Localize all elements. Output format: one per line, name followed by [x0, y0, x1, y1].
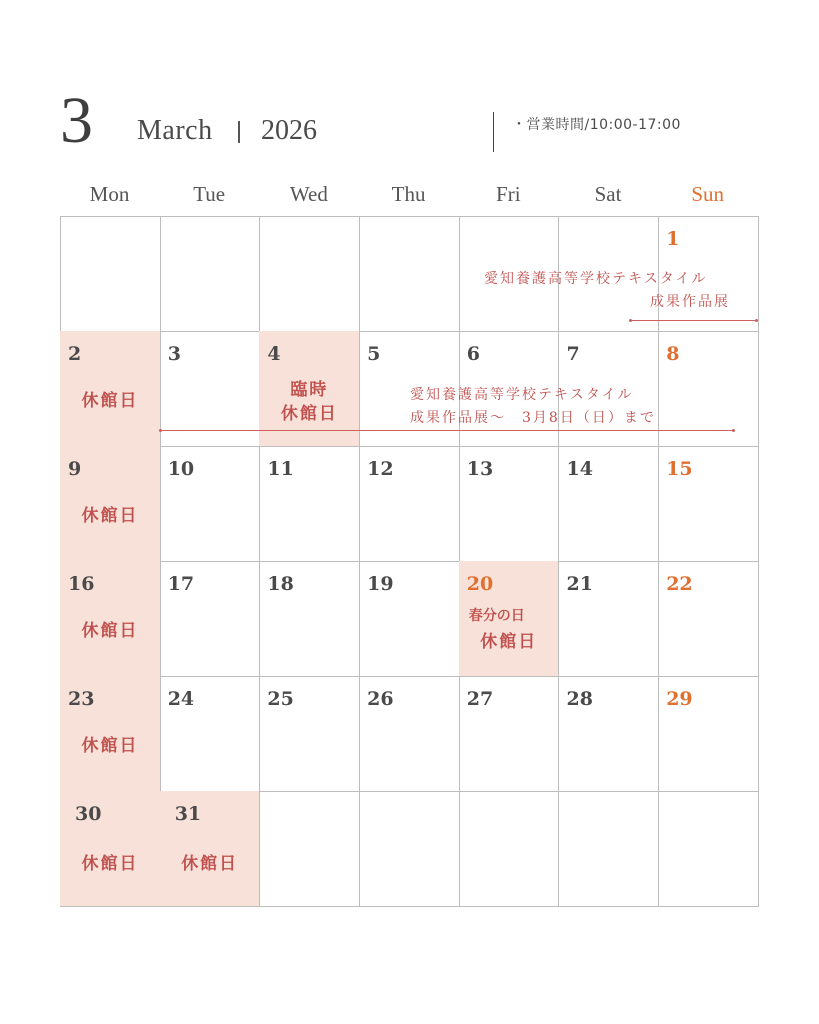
day-cell-25[interactable] — [259, 676, 360, 792]
day-cell-16[interactable] — [60, 561, 161, 677]
day-cell-23[interactable] — [60, 676, 161, 792]
event-week2-line1: 愛知養護高等学校テキスタイル — [410, 387, 634, 403]
weekday-thu: Thu — [391, 182, 426, 206]
closed-label: 休館日 — [81, 854, 139, 874]
closed-label: 休館日 — [81, 391, 139, 411]
day-number: 15 — [666, 458, 693, 480]
day-number: 28 — [566, 688, 593, 710]
closed-label: 休館日 — [480, 632, 538, 652]
day-cell-24[interactable] — [160, 676, 261, 792]
closed-label: 休館日 — [280, 404, 338, 424]
month-name: March — [137, 115, 213, 146]
day-number: 20 — [466, 573, 494, 595]
event-week1-line2: 成果作品展 — [650, 294, 730, 310]
day-cell-20[interactable] — [459, 561, 560, 677]
day-number: 22 — [666, 573, 693, 595]
day-cell-26[interactable] — [359, 676, 460, 792]
day-number: 29 — [666, 688, 693, 710]
empty-cell — [259, 791, 360, 907]
day-number: 26 — [367, 688, 394, 710]
day-cell-31[interactable] — [160, 791, 261, 907]
day-number: 13 — [466, 458, 494, 480]
day-number: 16 — [68, 573, 95, 595]
empty-cell — [658, 791, 759, 907]
day-number: 12 — [367, 458, 394, 480]
day-number: 14 — [566, 458, 593, 480]
day-cell-13[interactable] — [459, 446, 560, 562]
day-cell-12[interactable] — [359, 446, 460, 562]
day-number: 7 — [566, 343, 580, 365]
weekday-tue: Tue — [193, 182, 226, 206]
day-number: 5 — [367, 343, 381, 365]
day-cell-14[interactable] — [559, 446, 660, 562]
day-number: 18 — [267, 573, 294, 595]
empty-cell — [359, 791, 460, 907]
empty-cell — [259, 216, 360, 332]
event-week1-line1: 愛知養護高等学校テキスタイル — [484, 271, 708, 287]
day-number: 3 — [167, 343, 181, 365]
day-number: 9 — [68, 458, 82, 480]
closed-label: 休館日 — [181, 854, 239, 874]
hours-divider — [493, 112, 494, 152]
day-number: 21 — [566, 573, 593, 595]
day-cell-29[interactable] — [658, 676, 759, 792]
day-number: 1 — [666, 228, 680, 250]
empty-cell — [60, 216, 161, 332]
holiday-label: 春分の日 — [468, 608, 525, 624]
day-number: 23 — [68, 688, 95, 710]
day-cell-18[interactable] — [259, 561, 360, 677]
empty-cell — [559, 791, 660, 907]
day-cell-11[interactable] — [259, 446, 360, 562]
closed-label: 休館日 — [81, 506, 139, 526]
event-week2-line2: 成果作品展～ 3月8日（日）まで — [410, 410, 656, 426]
day-cell-9[interactable] — [60, 446, 161, 562]
empty-cell — [459, 791, 560, 907]
header-separator — [238, 121, 240, 143]
day-cell-19[interactable] — [359, 561, 460, 677]
event-week2-span-line — [160, 430, 734, 431]
day-number: 25 — [267, 688, 294, 710]
day-number: 8 — [666, 343, 680, 365]
day-cell-10[interactable] — [160, 446, 261, 562]
day-number: 6 — [466, 343, 481, 365]
day-number: 10 — [167, 458, 195, 480]
day-number: 4 — [267, 343, 281, 365]
year: 2026 — [261, 115, 317, 146]
business-hours: ・営業時間/10:00-17:00 — [512, 117, 681, 133]
month-number: 3 — [60, 84, 93, 157]
day-cell-17[interactable] — [160, 561, 261, 677]
weekday-mon: Mon — [89, 182, 130, 206]
weekday-fri: Fri — [496, 182, 521, 206]
day-cell-22[interactable] — [658, 561, 759, 677]
day-cell-15[interactable] — [658, 446, 759, 562]
day-cell-2[interactable] — [60, 331, 161, 447]
closed-label: 休館日 — [81, 736, 139, 756]
day-number: 24 — [167, 688, 195, 710]
closed-label: 臨時 — [290, 380, 329, 400]
weekday-wed: Wed — [289, 182, 328, 206]
day-number: 17 — [167, 573, 195, 595]
day-cell-30[interactable] — [60, 791, 161, 907]
event-week1-span-line — [630, 320, 757, 321]
day-number: 31 — [174, 803, 202, 825]
closed-label: 休館日 — [81, 621, 139, 641]
empty-cell — [359, 216, 460, 332]
day-number: 19 — [367, 573, 394, 595]
day-cell-27[interactable] — [459, 676, 560, 792]
weekday-sat: Sat — [594, 182, 622, 206]
empty-cell — [160, 216, 261, 332]
day-number: 27 — [466, 688, 494, 710]
weekday-sun: Sun — [691, 182, 725, 206]
day-cell-21[interactable] — [559, 561, 660, 677]
day-number: 2 — [68, 343, 82, 365]
day-number: 30 — [75, 803, 102, 825]
day-number: 11 — [267, 458, 294, 480]
day-cell-28[interactable] — [559, 676, 660, 792]
